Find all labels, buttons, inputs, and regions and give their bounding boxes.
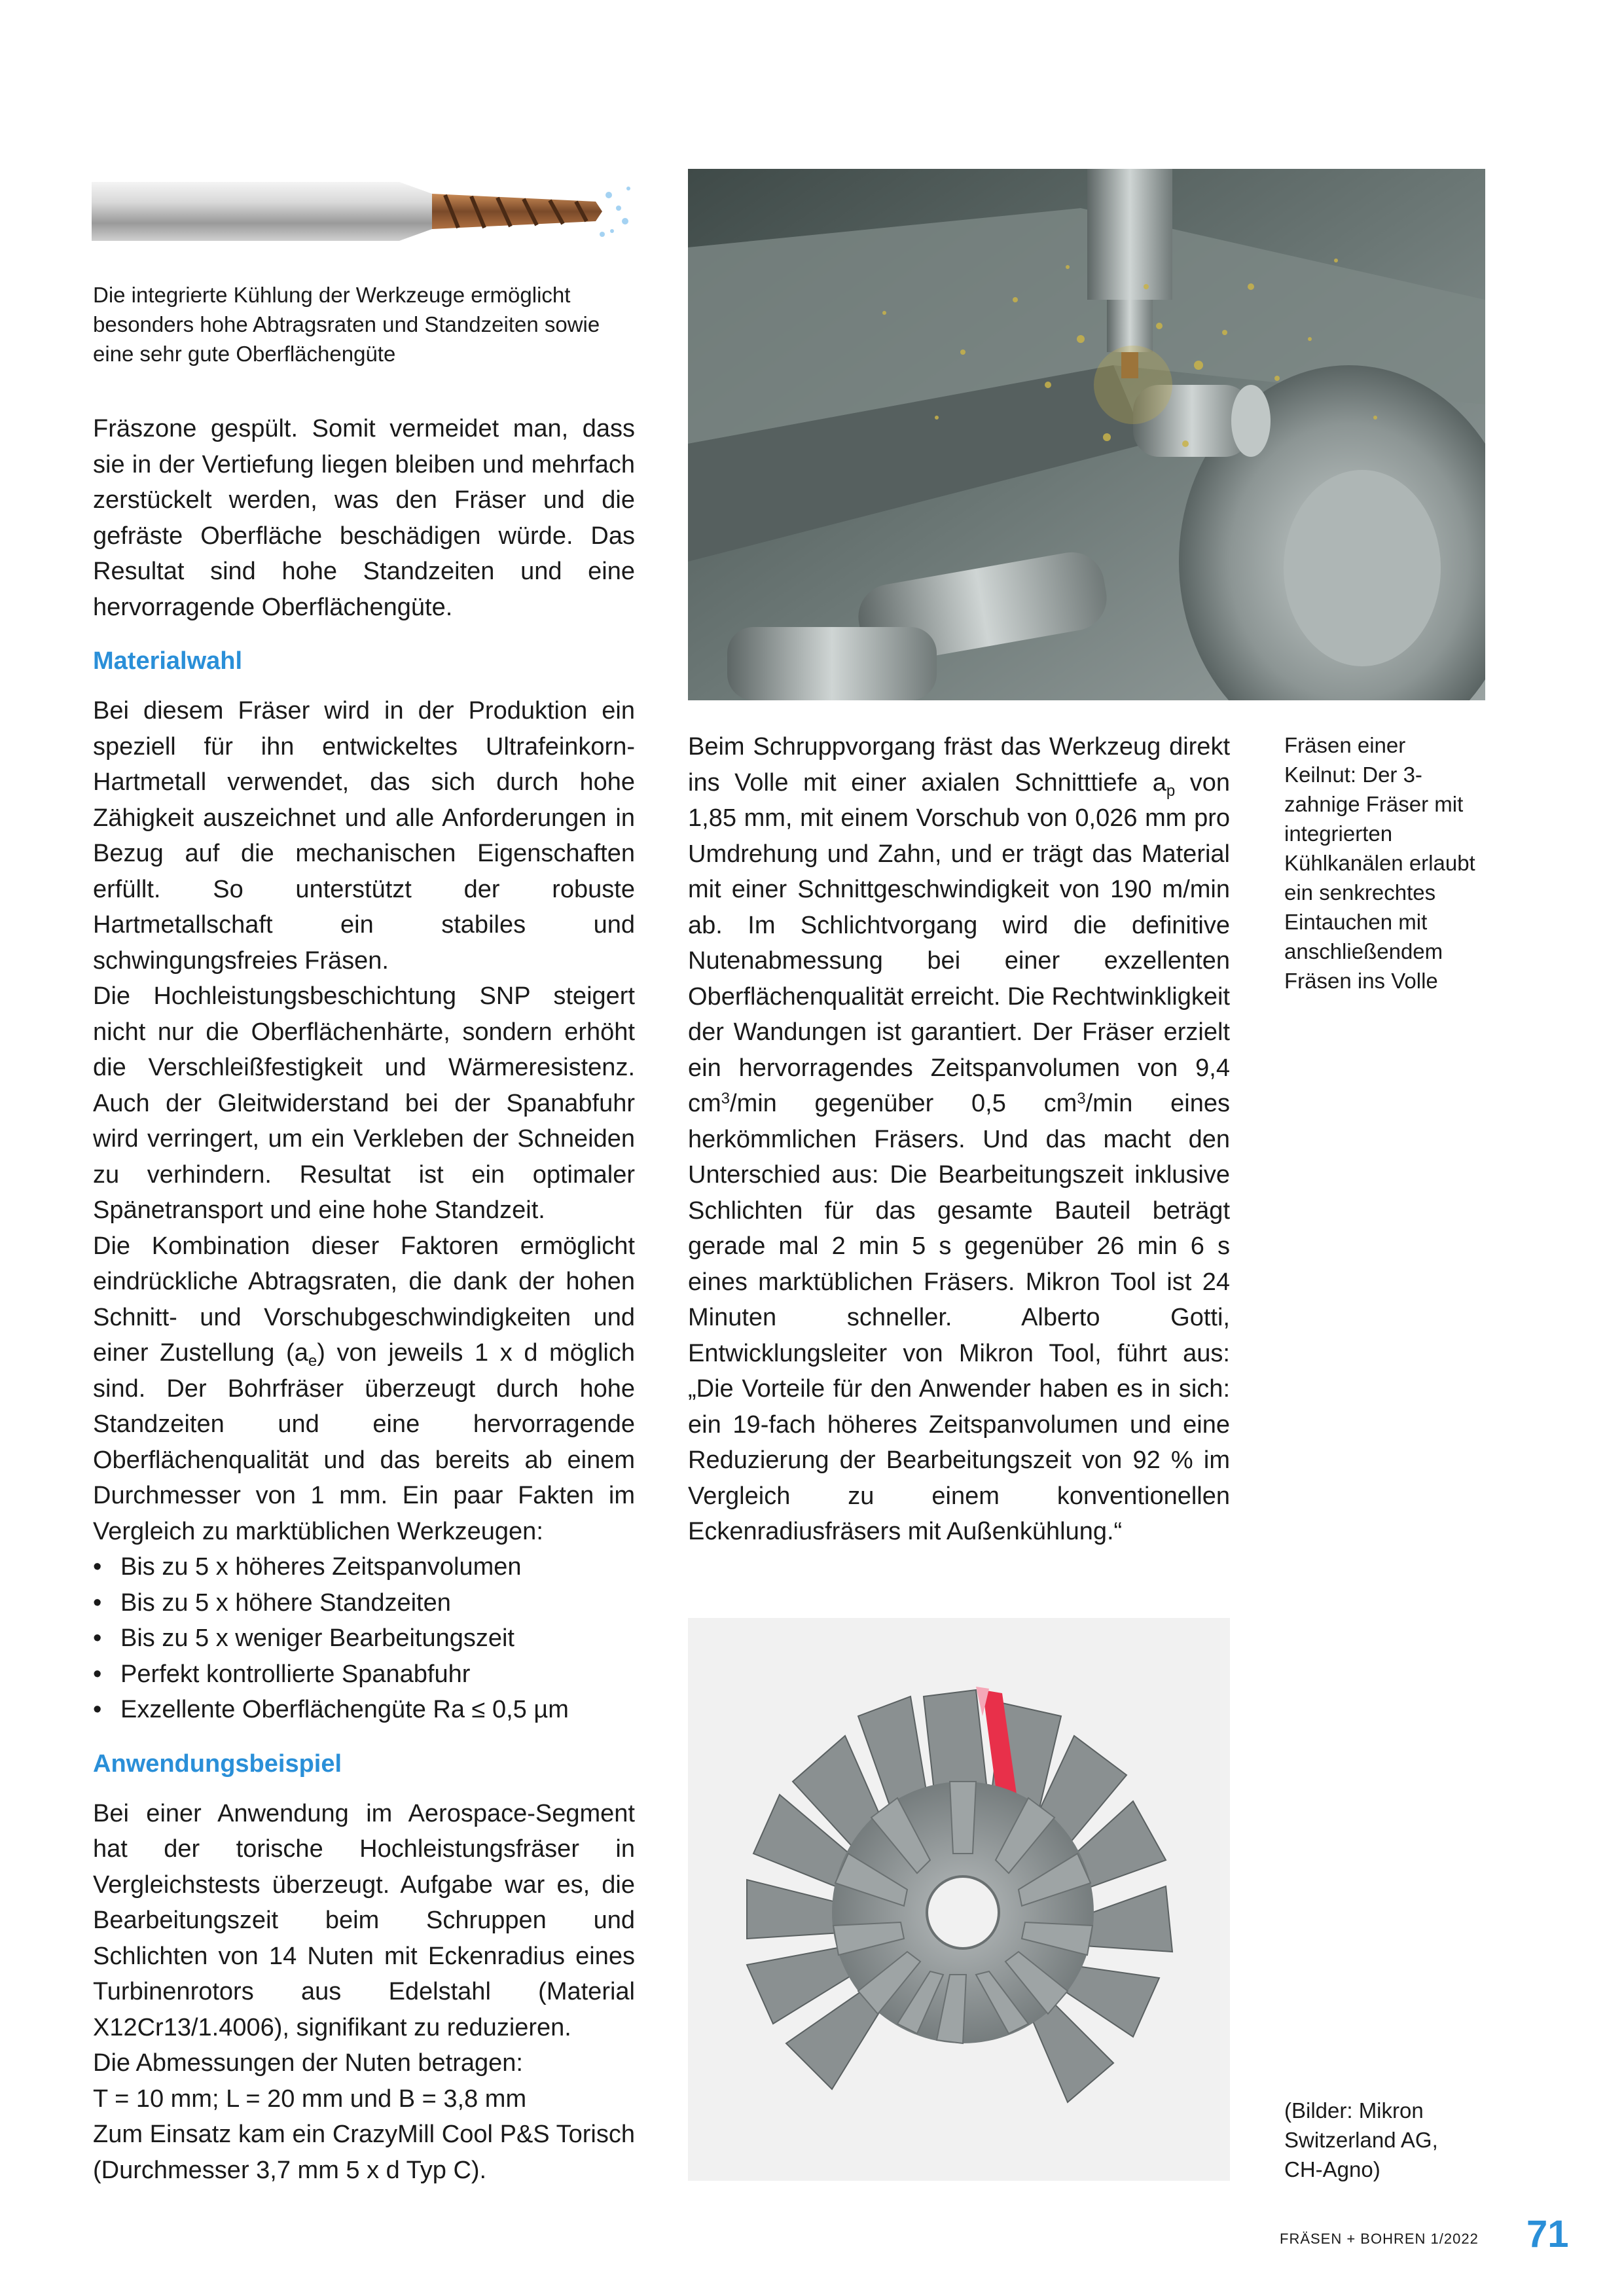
middle-column xyxy=(688,729,1230,1550)
heading-materialwahl: Materialwahl xyxy=(93,647,243,675)
intro-paragraph: Fräszone gespült. Somit vermeidet man, dass sie in der Vertiefung liegen bleiben und mehrfach zerstückelt werden, was den Fräser und die gefräste Oberfläche beschädigen würde. Das Resultat sind hohe Standzeiten und eine hervorragende Oberflächengüte. xyxy=(93,415,635,621)
machining-photo xyxy=(688,169,1485,700)
list-item: • Perfekt kontrollierte Spanabfuhr xyxy=(93,1657,635,1693)
page-number: 71 xyxy=(1526,2213,1569,2255)
tool-image xyxy=(92,169,635,254)
photo-caption: Fräsen einer Keilnut: Der 3-zahnige Fräser mit integrierten Kühlkanälen erlaubt ein senkrechtes Eintauchen mit anschließendem Fräsen ins Volle xyxy=(1284,733,1475,993)
paragraph-6: T = 10 mm; L = 20 mm und B = 3,8 mm xyxy=(93,2085,527,2113)
cutter-image xyxy=(688,1618,1230,2181)
facts-list xyxy=(93,1549,635,1728)
paragraph-2: Die Hochleistungsbeschichtung SNP steigert nicht nur die Oberflächenhärte, sondern erhöht die Verschleißfestigkeit und Wärmeresistenz. Auch der Gleitwiderstand bei der Spanabfuhr wird verringert, um ein Verkleben der Schneiden zu verhindern. Resultat ist ein optimaler Spänetransport und eine hohe Standzeit. xyxy=(93,982,635,1224)
paragraph-5: Die Abmessungen der Nuten betragen: xyxy=(93,2049,523,2077)
top-caption: Die integrierte Kühlung der Werkzeuge ermöglicht besonders hohe Abtragsraten und Standzeiten sowie eine sehr gute Oberflächengüte xyxy=(93,283,600,366)
middle-paragraph: Beim Schruppvorgang fräst das Werkzeug direkt ins Volle mit einer axialen Schnitttiefe $a_p$ von 1,85 mm, mit einem Vorschub von 0,026 mm pro Umdrehung und Zahn, und er trägt das Material mit einer Schnittgeschwindigkeit von 190 m/min ab. Im Schlichtvorgang wird die definitive Nutenabmessung bei einer exzellenten Oberflächenqualität erreicht. Die Rechtwinkligkeit der Wandungen ist garantiert. Der Fräser erzielt ein hervorragendes Zeitspanvolumen von 9,4 $cm^3/\min$ gegenüber 0,5 $cm^3/\min$ eines herkömmlichen Fräsers. Und das macht den Unterschied aus: Die Bearbeitungszeit inklusive Schlichten für das gesamte Bauteil beträgt gerade mal 2 min 5 s gegenüber 26 min 6 s eines marktüblichen Fräsers. Mikron Tool ist 24 Minuten schneller. Alberto Gotti, Entwicklungsleiter von Mikron Tool, führt aus: „Die Vorteile für den Anwender haben es in sich: ein 19-fach höheres Zeitspanvolumen und eine Reduzierung der Bearbeitungszeit von 92 % im Vergleich zu einem konventionellen Eckenradiusfräsers mit Außenkühlung.“ xyxy=(688,733,1230,1545)
image-credit: (Bilder: Mikron Switzerland AG, CH-Agno) xyxy=(1284,2098,1438,2181)
list-item: • Bis zu 5 x höhere Standzeiten xyxy=(93,1585,635,1621)
list-item: • Bis zu 5 x höheres Zeitspanvolumen xyxy=(93,1549,635,1585)
paragraph-1: Bei diesem Fräser wird in der Produktion ein speziell für ihn entwickeltes Ultrafeinkorn-Hartmetall verwendet, das sich durch hohe Zähigkeit auszeichnet und alle Anforderungen in Bezug auf die mechanischen Eigenschaften erfüllt. So unterstützt der robuste Hartmetallschaft ein stabiles und schwingungsfreies Fräsen. xyxy=(93,697,635,975)
list-item: • Bis zu 5 x weniger Bearbeitungszeit xyxy=(93,1621,635,1657)
paragraph-4: Bei einer Anwendung im Aerospace-Segment hat der torische Hochleistungsfräser in Vergleichstests überzeugt. Aufgabe war es, die Bearbeitungszeit beim Schruppen und Schlichten von 14 Nuten mit Eckenradius eines Turbinenrotors aus Edelstahl (Material X12Cr13/1.4006), signifikant zu reduzieren. xyxy=(93,1799,635,2041)
list-item: • Exzellente Oberflächengüte Ra ≤ 0,5 µm xyxy=(93,1692,635,1728)
heading-anwendungsbeispiel: Anwendungsbeispiel xyxy=(93,1749,342,1778)
paragraph-7: Zum Einsatz kam ein CrazyMill Cool P&S Torisch (Durchmesser 3,7 mm 5 x d Typ C). xyxy=(93,2121,635,2184)
left-column xyxy=(93,411,635,2188)
magazine-footer: FRÄSEN + BOHREN 1/2022 xyxy=(1280,2231,1479,2247)
paragraph-3: Die Kombination dieser Faktoren ermöglicht eindrückliche Abtragsraten, die dank der hohen Schnitt- und Vorschubgeschwindigkeiten und einer Zustellung $(a_e)$ von jeweils 1 x d möglich sind. Der Bohrfräser überzeugt durch hohe Standzeiten und eine hervorragende Oberflächenqualität und das bereits ab einem Durchmesser von 1 mm. Ein paar Fakten im Vergleich zu marktüblichen Werkzeugen: xyxy=(93,1232,635,1545)
